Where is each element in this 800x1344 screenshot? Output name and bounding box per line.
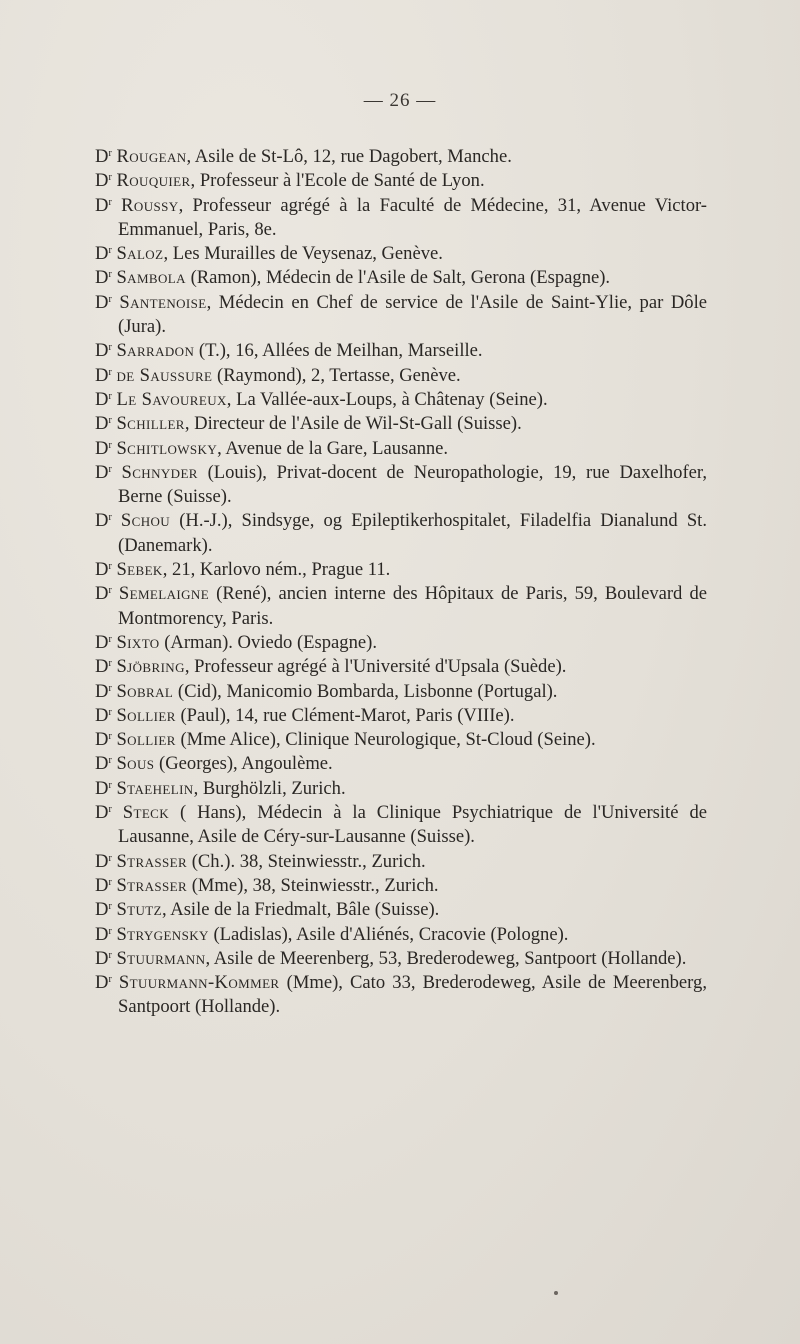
entry-details: (Georges), Angoulème.	[154, 753, 333, 775]
entry-title: D	[95, 850, 109, 872]
list-item	[95, 437, 707, 461]
entry-title-sup: r	[108, 804, 112, 816]
entry-name: Schnyder	[121, 461, 198, 483]
entry-title-sup: r	[108, 293, 112, 305]
entry-details: (Arman). Oviedo (Espagne).	[159, 631, 377, 653]
entry-details: (Mme), Cato 33, Brederodeweg, Asile de Meerenberg, Santpoort (Hollande).	[118, 972, 707, 1018]
list-item	[95, 947, 707, 971]
entry-details: ( Hans), Médecin à la Clinique Psychiatrique de l'Université de Lausanne, Asile de Céry-sur-Lausanne (Suisse).	[118, 802, 707, 848]
entry-name: Schou	[120, 510, 171, 532]
entry-title: D	[95, 972, 109, 994]
entry-name: Strasser	[116, 850, 188, 872]
entry-title-sup: r	[108, 439, 112, 451]
list-item	[95, 339, 707, 363]
list-item	[95, 558, 707, 582]
entry-title-sup: r	[108, 731, 112, 743]
entry-name: Stuurmann-Kommer	[118, 972, 280, 994]
entry-details: , 21, Karlovo ném., Prague 11.	[162, 559, 391, 581]
list-item	[95, 509, 707, 558]
entry-title-sup: r	[108, 366, 112, 378]
entry-title-sup: r	[108, 148, 112, 159]
entry-title-sup: r	[108, 390, 112, 402]
entry-name: Santenoise	[119, 291, 207, 313]
entry-details: , Directeur de l'Asile de Wil-St-Gall (Suisse).	[184, 413, 522, 435]
entry-title-sup: r	[108, 633, 112, 645]
list-item	[95, 874, 707, 898]
entry-name: Steck	[122, 802, 170, 824]
entry-title-sup: r	[108, 172, 112, 184]
entry-name: de Saussure	[116, 364, 213, 386]
entry-title-sup: r	[108, 512, 112, 524]
list-item	[95, 582, 707, 631]
list-item	[95, 364, 707, 388]
entry-title-sup: r	[108, 585, 112, 597]
entry-name: Sobral	[116, 680, 174, 702]
entry-title: D	[95, 388, 109, 410]
list-item	[95, 291, 707, 340]
entry-title-sup: r	[108, 901, 112, 913]
entry-title: D	[95, 874, 109, 896]
entry-title-sup: r	[108, 269, 112, 281]
entry-name: Saloz	[116, 243, 164, 265]
entry-details: (H.-J.), Sindsyge, og Epileptikerhospitalet, Filadelfia Dianalund St. (Danemark).	[118, 510, 707, 556]
list-item	[95, 169, 707, 193]
entry-title: D	[95, 729, 109, 751]
entry-title-sup: r	[108, 196, 112, 208]
entry-details: (Ramon), Médecin de l'Asile de Salt, Gerona (Espagne).	[185, 267, 611, 289]
entry-title: D	[95, 777, 109, 799]
entry-details: , Professeur à l'Ecole de Santé de Lyon.	[190, 170, 485, 192]
entry-title: D	[95, 631, 109, 653]
entry-title: D	[95, 559, 109, 581]
entry-title: D	[95, 899, 109, 921]
list-item	[95, 145, 707, 169]
entry-details: , Asile de la Friedmalt, Bâle (Suisse).	[162, 899, 440, 921]
entry-details: (Mme), 38, Steinwiesstr., Zurich.	[187, 874, 439, 896]
entry-title-sup: r	[108, 658, 112, 670]
entry-name: Sambola	[116, 267, 186, 289]
list-item	[95, 777, 707, 801]
list-item	[95, 194, 707, 243]
entry-name: Strasser	[116, 874, 188, 896]
entry-name: Strygensky	[116, 923, 209, 945]
entry-name: Schitlowsky	[116, 437, 218, 459]
entry-title-sup: r	[108, 342, 112, 354]
entry-title-sup: r	[108, 706, 112, 718]
entry-title: D	[95, 461, 109, 483]
entry-title: D	[95, 291, 109, 313]
list-item	[95, 752, 707, 776]
list-item	[95, 850, 707, 874]
entry-details: (Paul), 14, rue Clément-Marot, Paris (VIIIe).	[175, 704, 515, 726]
list-item	[95, 680, 707, 704]
entry-name: Le Savoureux	[116, 388, 227, 410]
entry-name: Staehelin	[116, 777, 194, 799]
entry-name: Sebek	[116, 559, 163, 581]
list-item	[95, 801, 707, 850]
entry-name: Sixto	[116, 631, 160, 653]
entry-title-sup: r	[108, 561, 112, 573]
member-list	[95, 145, 707, 1020]
entry-name: Sollier	[116, 704, 176, 726]
entry-details: (Louis), Privat-docent de Neuropathologie, 19, rue Daxelhofer, Berne (Suisse).	[118, 461, 707, 508]
list-item	[95, 655, 707, 679]
entry-title-sup: r	[108, 463, 112, 475]
entry-title: D	[95, 146, 109, 167]
entry-title: D	[95, 680, 109, 702]
entry-name: Sjöbring	[116, 656, 185, 678]
list-item	[95, 728, 707, 752]
ink-spot	[554, 1291, 558, 1295]
entry-details: , Avenue de la Gare, Lausanne.	[217, 437, 449, 459]
entry-title: D	[95, 656, 109, 678]
entry-title: D	[95, 413, 109, 435]
entry-title: D	[95, 510, 109, 532]
list-item	[95, 412, 707, 436]
list-item	[95, 631, 707, 655]
entry-details: , Asile de St-Lô, 12, rue Dagobert, Manche.	[186, 146, 512, 167]
entry-title: D	[95, 267, 109, 289]
list-item	[95, 923, 707, 947]
entry-details: , Professeur agrégé à la Faculté de Médecine, 31, Avenue Victor-Emmanuel, Paris, 8e.	[118, 194, 708, 240]
list-item	[95, 704, 707, 728]
entry-title-sup: r	[108, 852, 112, 864]
entry-title: D	[95, 704, 109, 726]
entry-title: D	[95, 583, 109, 605]
entry-title-sup: r	[108, 974, 112, 986]
entry-title: D	[95, 340, 109, 362]
entry-title-sup: r	[108, 876, 112, 888]
entry-name: Semelaigne	[118, 583, 210, 605]
entry-details: (Ch.). 38, Steinwiesstr., Zurich.	[187, 850, 426, 872]
entry-title: D	[95, 802, 109, 824]
entry-title-sup: r	[108, 755, 112, 767]
entry-title: D	[95, 753, 109, 775]
entry-name: Sarradon	[116, 340, 195, 362]
entry-title: D	[95, 364, 109, 386]
entry-title: D	[95, 243, 109, 265]
entry-name: Schiller	[116, 413, 185, 435]
entry-title-sup: r	[108, 925, 112, 937]
entry-title-sup: r	[108, 949, 112, 961]
entry-name: Stuurmann	[116, 947, 206, 969]
entry-title-sup: r	[108, 779, 112, 791]
entry-title: D	[95, 170, 109, 192]
entry-details: , Professeur agrégé à l'Université d'Upsala (Suède).	[184, 656, 567, 678]
entry-title-sup: r	[108, 682, 112, 694]
list-item	[95, 242, 707, 266]
list-item	[95, 898, 707, 922]
entry-name: Rouquier	[116, 170, 191, 192]
entry-details: (Ladislas), Asile d'Aliénés, Cracovie (Pologne).	[208, 923, 569, 945]
entry-title-sup: r	[108, 415, 112, 427]
entry-details: , La Vallée-aux-Loups, à Châtenay (Seine).	[226, 388, 548, 410]
entry-name: Sous	[116, 753, 155, 775]
list-item	[95, 971, 707, 1020]
entry-title-sup: r	[108, 245, 112, 257]
page-number: — 26 —	[363, 90, 437, 111]
entry-details: (Raymond), 2, Tertasse, Genève.	[212, 364, 461, 386]
entry-title: D	[95, 947, 109, 969]
entry-details: , Burghölzli, Zurich.	[193, 777, 346, 799]
entry-details: , Les Murailles de Veysenaz, Genève.	[163, 243, 443, 265]
entry-name: Stutz	[116, 899, 162, 921]
entry-details: (T.), 16, Allées de Meilhan, Marseille.	[194, 340, 483, 362]
entry-name: Rougean	[116, 146, 187, 167]
entry-name: Sollier	[116, 729, 176, 751]
entry-title: D	[95, 923, 109, 945]
entry-title: D	[95, 194, 109, 216]
list-item	[95, 388, 707, 412]
entry-name: Roussy	[121, 194, 179, 216]
entry-details: , Médecin en Chef de service de l'Asile de Saint-Ylie, par Dôle (Jura).	[118, 291, 707, 338]
entry-title: D	[95, 437, 109, 459]
entry-details: , Asile de Meerenberg, 53, Brederodeweg, Santpoort (Hollande).	[205, 947, 687, 969]
entry-details: (Cid), Manicomio Bombarda, Lisbonne (Portugal).	[173, 680, 558, 702]
list-item	[95, 266, 707, 290]
entry-details: (René), ancien interne des Hôpitaux de Paris, 59, Boulevard de Montmorency, Paris.	[118, 583, 708, 629]
entry-details: (Mme Alice), Clinique Neurologique, St-Cloud (Seine).	[175, 729, 596, 751]
list-item	[95, 461, 707, 510]
